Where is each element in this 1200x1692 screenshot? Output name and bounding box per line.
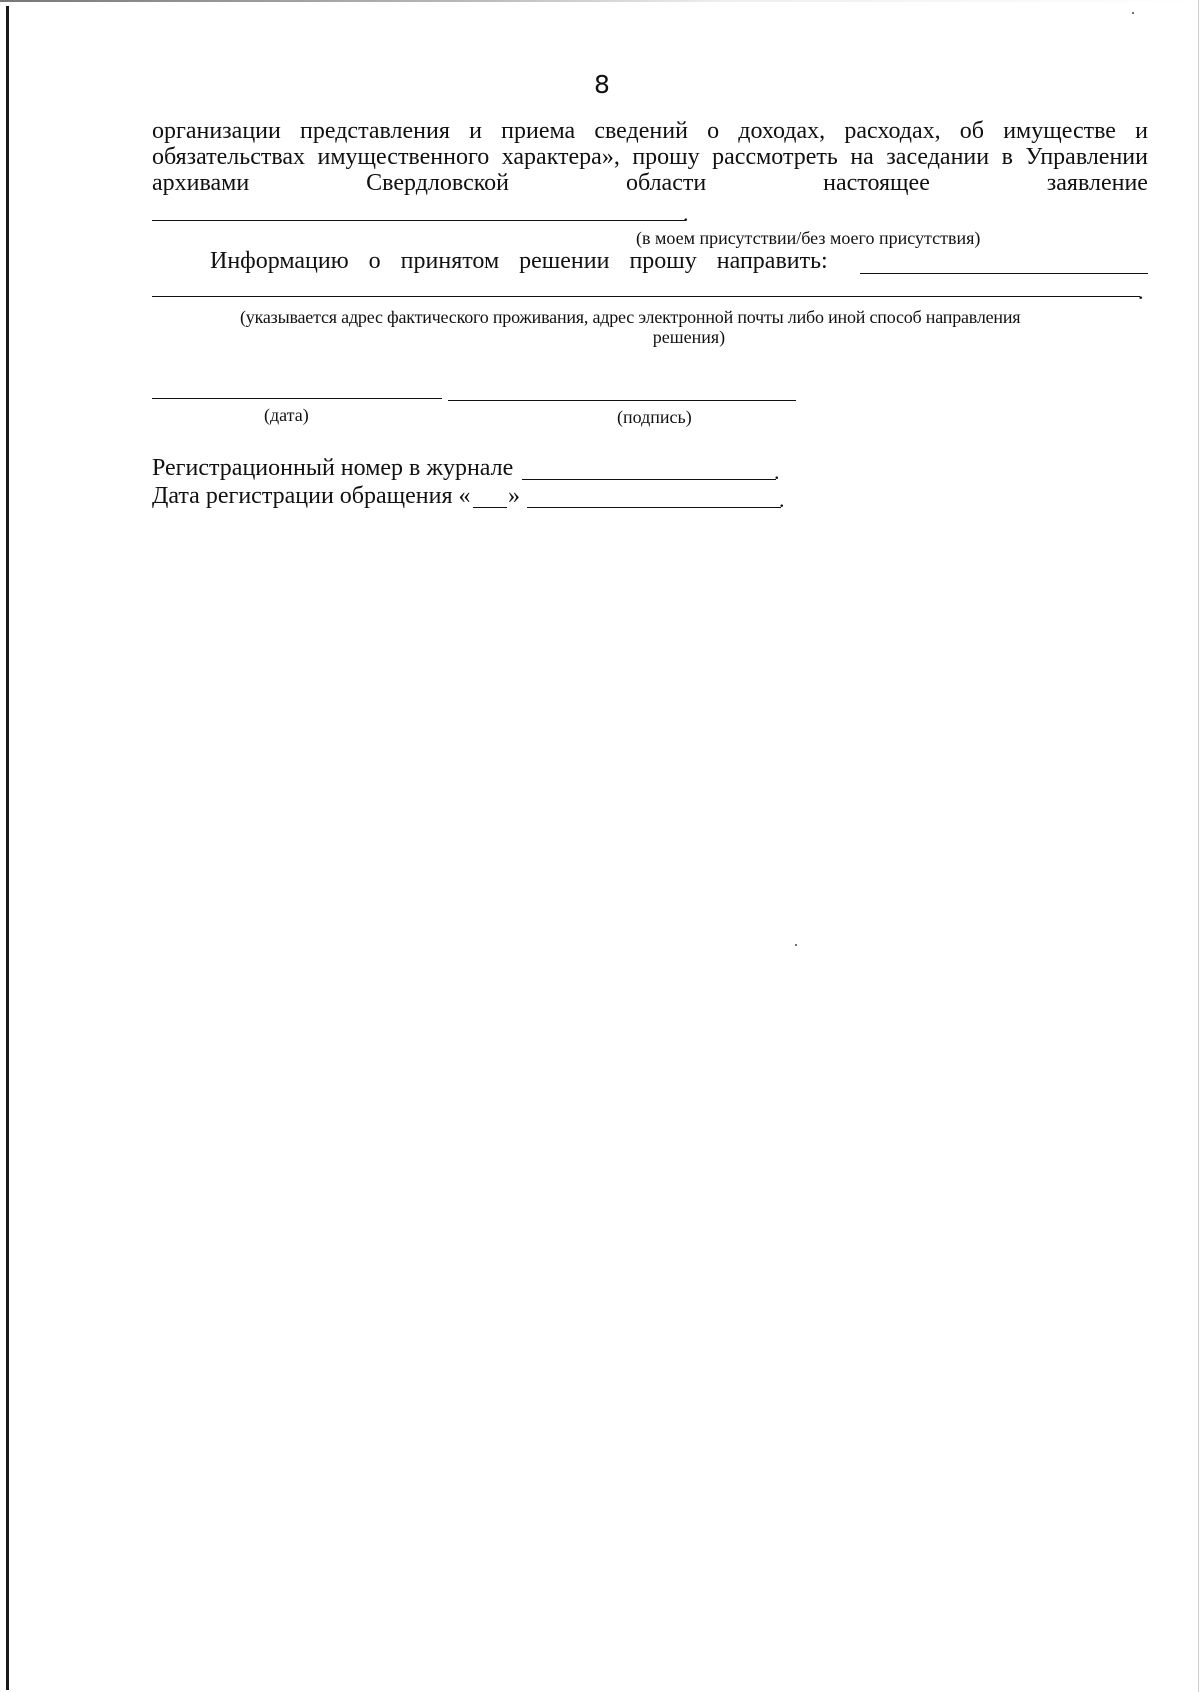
date-fill-line[interactable] [152,398,442,399]
registration-number-end: . [774,459,780,484]
registration-date-label: Дата регистрации обращения « [152,483,471,509]
registration-date-fill-line[interactable] [527,507,781,508]
paragraph-line-3 [152,170,1148,197]
date-caption: (дата) [264,405,309,425]
signature-fill-line[interactable] [448,400,796,401]
presence-line-end: . [683,201,689,226]
registration-number-label: Регистрационный номер в журнале [152,455,514,481]
info-request-line-end: . [1138,279,1144,304]
scan-top-edge [0,0,1200,2]
word-present: настоящее [823,170,930,196]
registration-day-fill-line[interactable] [473,507,507,508]
word-application: заявление [1046,170,1148,196]
word-sverdlovsk: Свердловской [366,170,510,196]
presence-caption: (в моем присутствии/без моего присутствия) [636,228,981,248]
info-request-caption-1: (указывается адрес фактического проживания, адрес электронной почты либо иной способ направления [240,307,1021,327]
word-archives: архивами [152,170,250,196]
presence-fill-line[interactable] [152,220,686,221]
scan-speck [1132,12,1134,14]
info-request-fill-line-1[interactable] [860,273,1148,274]
paragraph-line-1: организации представления и приема сведений о доходах, расходах, об имуществе и [152,118,1148,144]
info-request-caption-2: решения) [652,327,726,347]
info-request-fill-line-2[interactable] [152,296,1140,297]
info-request-label: Информацию о принятом решении прошу направить: [210,248,828,274]
scan-speck [795,944,797,946]
scan-left-edge [6,6,9,1690]
paragraph-line-2: обязательствах имущественного характера», прошу рассмотреть на заседании в Управлении [152,144,1148,170]
registration-date-end: . [779,487,785,512]
page-number: 8 [594,70,610,99]
signature-caption: (подпись) [617,407,692,427]
registration-number-fill-line[interactable] [522,479,776,480]
registration-date-quote-close: » [508,483,520,509]
word-oblast: области [625,170,707,196]
scan-right-edge [1198,0,1199,1692]
